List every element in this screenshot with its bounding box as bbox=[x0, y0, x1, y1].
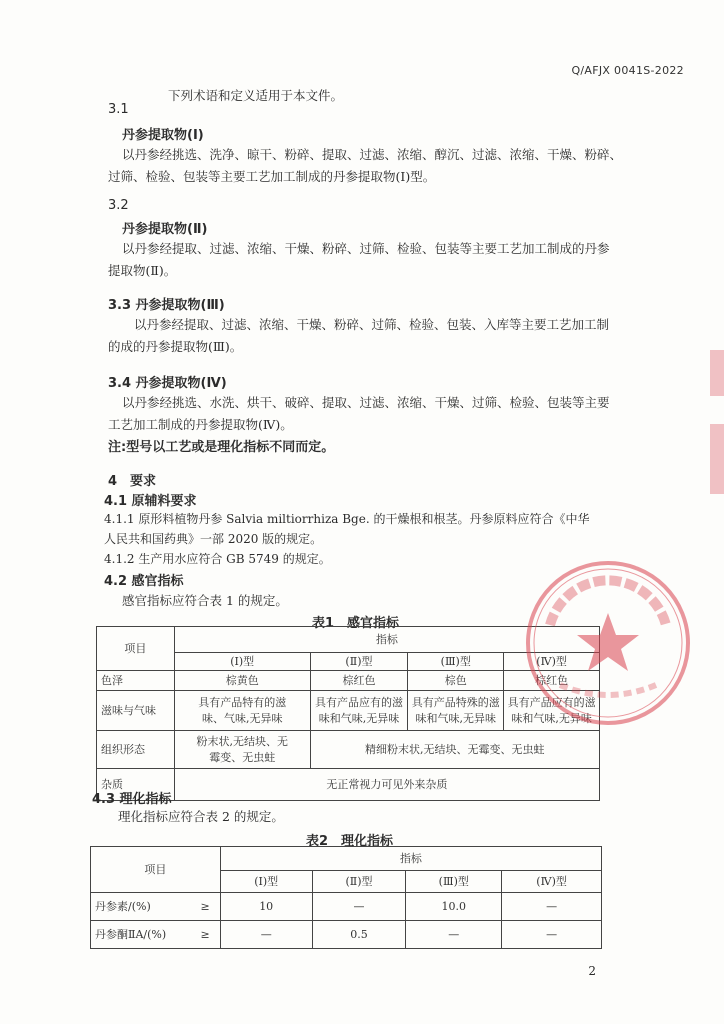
table1-form-type1: 粉末状,无结块、无 霉变、无虫蛀 bbox=[174, 731, 310, 769]
table1-type-1: (Ⅰ)型 bbox=[174, 653, 310, 671]
table2-row1-label: 丹参素/(%) bbox=[91, 893, 191, 921]
terms-intro: 下列术语和定义适用于本文件。 bbox=[168, 88, 344, 103]
table2-row2-type4: — bbox=[502, 921, 602, 949]
term-3-4-line2: 工艺加工制成的丹参提取物(Ⅳ)。 bbox=[108, 417, 293, 432]
table2-type-3: (Ⅲ)型 bbox=[406, 871, 502, 893]
section-4-1-title: 4.1 原辅料要求 bbox=[104, 494, 197, 509]
table2-header-item: 项目 bbox=[91, 847, 221, 893]
table1-impurity-label: 杂质 bbox=[97, 769, 175, 801]
table2-row1-op: ≥ bbox=[190, 893, 220, 921]
table2-row2-type1: — bbox=[220, 921, 312, 949]
table1-type-4: (Ⅳ)型 bbox=[504, 653, 600, 671]
table1-taste-type2: 具有产品应有的滋 味和气味,无异味 bbox=[310, 691, 408, 731]
table1-form-label: 组织形态 bbox=[97, 731, 175, 769]
table2-row1-type1: 10 bbox=[220, 893, 312, 921]
table2-row1-type2: — bbox=[312, 893, 406, 921]
term-3-1-title: 丹参提取物(Ⅰ) bbox=[122, 128, 204, 143]
table-row bbox=[97, 731, 600, 769]
term-3-1-line1: 以丹参经挑选、洗净、晾干、粉碎、提取、过滤、浓缩、醇沉、过滤、浓缩、干燥、粉碎、 bbox=[122, 147, 623, 162]
table2-row1-type4: — bbox=[502, 893, 602, 921]
table1-color-type4: 棕红色 bbox=[504, 671, 600, 691]
section-4-1-2: 4.1.2 生产用水应符合 GB 5749 的规定。 bbox=[104, 552, 331, 566]
term-3-1-number: 3.1 bbox=[108, 102, 129, 117]
table1-color-type2: 棕红色 bbox=[310, 671, 408, 691]
section-4-2-title: 4.2 感官指标 bbox=[104, 574, 184, 589]
term-3-2-number: 3.2 bbox=[108, 198, 129, 213]
table2-type-1: (Ⅰ)型 bbox=[220, 871, 312, 893]
edge-stamp-mark bbox=[710, 350, 724, 396]
term-3-3-line1: 以丹参经提取、过滤、浓缩、干燥、粉碎、过筛、检验、包装、入库等主要工艺加工制 bbox=[134, 317, 610, 332]
table2-row1-type3: 10.0 bbox=[406, 893, 502, 921]
table-row bbox=[91, 921, 602, 949]
table1-form-others: 精细粉末状,无结块、无霉变、无虫蛀 bbox=[310, 731, 599, 769]
page-number: 2 bbox=[588, 964, 596, 978]
table1-header-index: 指标 bbox=[174, 627, 599, 653]
table1-taste-type1: 具有产品特有的滋 味、气味,无异味 bbox=[174, 691, 310, 731]
term-3-4-line1: 以丹参经挑选、水洗、烘干、破碎、提取、过滤、浓缩、干燥、过筛、检验、包装等主要 bbox=[122, 395, 610, 410]
table1-header-item: 项目 bbox=[97, 627, 175, 671]
table-row bbox=[91, 893, 602, 921]
table1-color-label: 色泽 bbox=[97, 671, 175, 691]
term-3-2-line2: 提取物(Ⅱ)。 bbox=[108, 263, 177, 278]
edge-stamp-mark bbox=[710, 424, 724, 494]
section-4-1-1-line1: 4.1.1 原形料植物丹参 Salvia miltiorrhiza Bge. 的干燥根和根茎。丹参原料应符合《中华 bbox=[104, 512, 590, 526]
table1-impurity-value: 无正常视力可见外来杂质 bbox=[174, 769, 599, 801]
table1-taste-label: 滋味与气味 bbox=[97, 691, 175, 731]
term-3-2-title: 丹参提取物(Ⅱ) bbox=[122, 222, 208, 237]
table1-color-type1: 棕黄色 bbox=[174, 671, 310, 691]
section-4-3-title: 4.3 理化指标 bbox=[92, 792, 172, 807]
table2-row2-op: ≥ bbox=[190, 921, 220, 949]
section-4-1-1-line2: 人民共和国药典》一部 2020 版的规定。 bbox=[104, 532, 323, 546]
table1-taste-type4: 具有产品应有的滋 味和气味,无异味 bbox=[504, 691, 600, 731]
table1-caption: 表1 感官指标 bbox=[312, 616, 400, 631]
table2-row2-type3: — bbox=[406, 921, 502, 949]
term-3-1-line2: 过筛、检验、包装等主要工艺加工制成的丹参提取物(Ⅰ)型。 bbox=[108, 169, 436, 184]
table2-header-index: 指标 bbox=[220, 847, 601, 871]
table2-row2-label: 丹参酮ⅡA/(%) bbox=[91, 921, 191, 949]
table2-row2-type2: 0.5 bbox=[312, 921, 406, 949]
table1-color-type3: 棕色 bbox=[408, 671, 504, 691]
table1-taste-type3: 具有产品特殊的滋 味和气味,无异味 bbox=[408, 691, 504, 731]
term-3-4-title: 3.4 丹参提取物(Ⅳ) bbox=[108, 376, 227, 391]
table1-type-3: (Ⅲ)型 bbox=[408, 653, 504, 671]
section-4-3-text: 理化指标应符合表 2 的规定。 bbox=[118, 809, 284, 824]
term-3-3-line2: 的成的丹参提取物(Ⅲ)。 bbox=[108, 339, 243, 354]
table2-caption: 表2 理化指标 bbox=[306, 834, 394, 849]
section-4-2-text: 感官指标应符合表 1 的规定。 bbox=[122, 593, 288, 608]
table1-type-2: (Ⅱ)型 bbox=[310, 653, 408, 671]
company-seal-icon bbox=[520, 555, 696, 731]
table2-type-2: (Ⅱ)型 bbox=[312, 871, 406, 893]
table2-physicochemical bbox=[90, 846, 602, 949]
section-4-title: 4 要求 bbox=[108, 474, 157, 489]
doc-code: Q/AFJX 0041S-2022 bbox=[571, 64, 684, 77]
terms-note: 注:型号以工艺或是理化指标不同而定。 bbox=[108, 440, 335, 455]
term-3-2-line1: 以丹参经提取、过滤、浓缩、干燥、粉碎、过筛、检验、包装等主要工艺加工制成的丹参 bbox=[122, 241, 610, 256]
table2-type-4: (Ⅳ)型 bbox=[502, 871, 602, 893]
term-3-3-title: 3.3 丹参提取物(Ⅲ) bbox=[108, 298, 225, 313]
